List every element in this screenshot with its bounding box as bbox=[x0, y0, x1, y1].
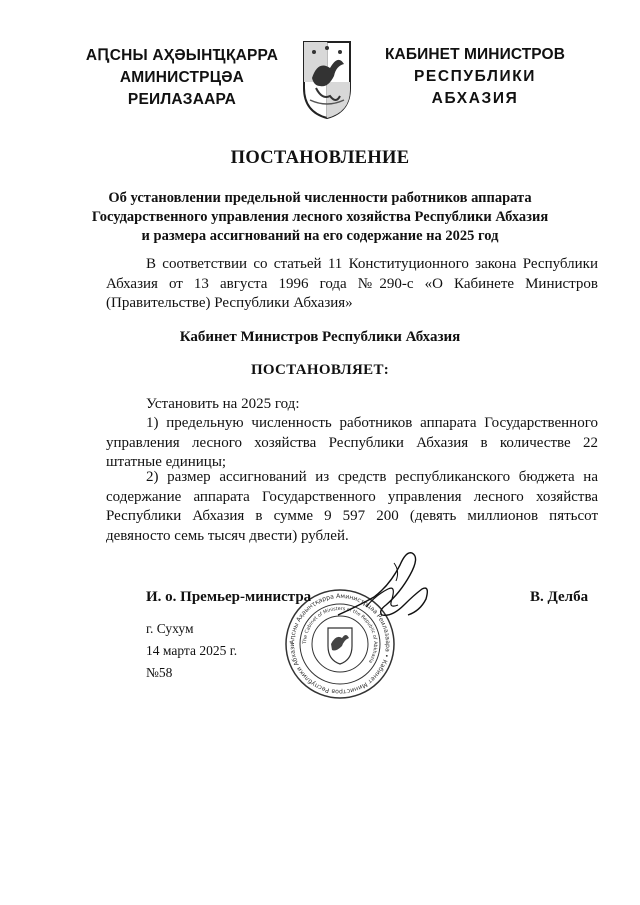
subject-line: Об установлении предельной численности работников аппарата bbox=[108, 190, 532, 206]
preamble-paragraph bbox=[106, 255, 598, 314]
item-1-line: штатные единицы; bbox=[106, 454, 227, 470]
header-left-line2: АМИНИСТРЦӘА РЕИЛАЗААРА bbox=[119, 69, 245, 108]
stamp-inner-text: The Cabinet of Ministers of the Republic of Abkhazia bbox=[302, 606, 378, 664]
item-2-paragraph bbox=[106, 468, 598, 546]
signatory-name: В. Делба bbox=[530, 589, 589, 605]
item-1-line: управления лесного хозяйства Республики Абхазия в количестве 22 bbox=[106, 434, 598, 451]
stamp-outer-text: Аԥсны Аҳәынҭқарра Аминистрцәа Реилазаара • Кабинет Министров Республики Абхази bbox=[288, 592, 392, 696]
document-number: №58 bbox=[146, 665, 173, 680]
header-right-line1: КАБИНЕТ МИНИСТРОВ bbox=[385, 46, 565, 63]
establish-text: Установить на 2025 год: bbox=[146, 396, 300, 412]
header-right-russian bbox=[370, 44, 580, 110]
signatory-role: И. о. Премьер-министра bbox=[146, 589, 312, 605]
header-right-line2: РЕСПУБЛИКИ АБХАЗИЯ bbox=[413, 68, 537, 107]
item-1-paragraph bbox=[106, 414, 598, 473]
document-date: 14 марта 2025 г. bbox=[146, 643, 238, 658]
header-left-abkhaz bbox=[72, 45, 292, 111]
subject-line: и размера ассигнований на его содержание на 2025 год bbox=[141, 228, 499, 244]
preamble-line: (Правительстве) Республики Абхазия» bbox=[106, 295, 353, 311]
document-title: ПОСТАНОВЛЕНИЕ bbox=[230, 148, 410, 168]
cabinet-heading: Кабинет Министров Республики Абхазия bbox=[179, 329, 461, 345]
item-2-line: Республики Абхазия в сумме 9 597 200 (девять миллионов пятьсот bbox=[106, 508, 598, 524]
establish-line bbox=[106, 395, 598, 415]
item-1-line: 1) предельную численность работников аппарата Государственного bbox=[146, 415, 598, 431]
handwritten-signature-icon bbox=[330, 545, 440, 625]
document-subject bbox=[90, 189, 550, 246]
preamble-line: В соответствии со статьей 11 Конституционного закона Республики bbox=[146, 256, 598, 272]
item-2-line: содержание аппарата Государственного управления лесного хозяйства bbox=[106, 488, 598, 505]
preamble-line: Абхазия от 13 августа 1996 года №290-с «О Кабинете Министров bbox=[106, 275, 598, 292]
subject-line: Государственного управления лесного хозяйства Республики Абхазия bbox=[91, 209, 549, 225]
header-left-line1: АԤСНЫ АҲӘЫНҴҚАРРА bbox=[85, 47, 279, 64]
resolves-heading: ПОСТАНОВЛЯЕТ: bbox=[250, 362, 390, 378]
abkhazia-coat-of-arms-icon bbox=[300, 38, 354, 120]
item-2-line: девяносто семь тысяч двести) рублей. bbox=[106, 527, 349, 544]
item-2-line: 2) размер ассигнований из средств республиканского бюджета на bbox=[146, 469, 598, 485]
document-city: г. Сухум bbox=[146, 621, 194, 636]
